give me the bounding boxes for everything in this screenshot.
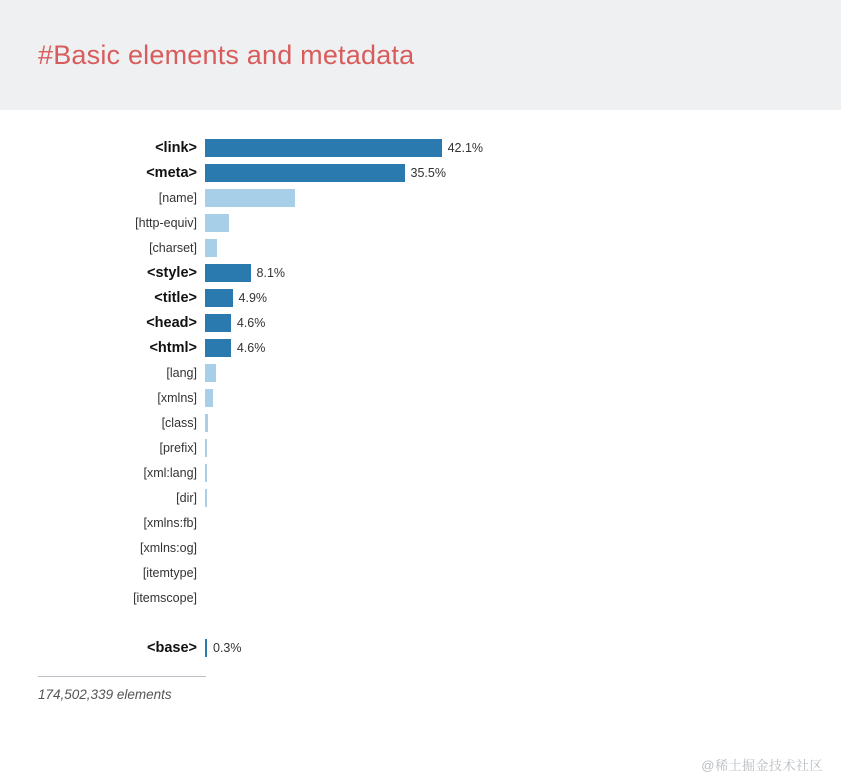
chart-rows [0,136,841,660]
chart-bar-wrap [205,489,841,507]
chart-row-label: [lang] [166,366,197,380]
chart-row [0,311,841,335]
page-title: #Basic elements and metadata [38,39,415,70]
chart-row-label: [charset] [149,241,197,255]
chart-row-label: <meta> [146,165,197,181]
chart-bar-wrap [205,639,841,657]
chart-row-label: <link> [155,140,197,156]
chart-bar-wrap [205,164,841,182]
chart-footer [38,676,206,702]
chart-row [0,636,841,660]
chart-row [0,211,841,235]
chart-bar-wrap [205,364,841,382]
chart-row-label: [xmlns:og] [140,541,197,555]
chart-bar-wrap [205,314,841,332]
chart-row-label: <base> [147,640,197,656]
chart-row [0,486,841,510]
chart-row [0,136,841,160]
chart-bar-value: 35.5% [410,166,446,180]
chart-bar-value: 8.1% [256,266,286,280]
chart-bar [205,289,233,307]
chart-row [0,236,841,260]
chart-bar-wrap [205,414,841,432]
chart-bar [205,464,207,482]
header-band [0,0,841,110]
total-elements-label: 174,502,339 elements [38,687,172,702]
chart-row [0,261,841,285]
chart-bar-wrap [205,389,841,407]
chart-bar-wrap [205,564,841,582]
chart-bar [205,414,208,432]
chart-bar [205,239,217,257]
chart-row-label: [class] [161,416,197,430]
chart-row [0,536,841,560]
chart-row-label: <head> [146,315,197,331]
chart-row [0,336,841,360]
chart-row-label: <style> [147,265,197,281]
chart-bar-value: 42.1% [447,141,484,155]
chart-bar-wrap [205,214,841,232]
chart-bar-wrap [205,339,841,357]
watermark: @稀土掘金技术社区 [701,758,823,773]
chart-row-label: [http-equiv] [135,216,197,230]
chart-row [0,411,841,435]
chart-row-label: [dir] [176,491,197,505]
chart-row-label: <title> [154,290,197,306]
chart-row [0,436,841,460]
chart-bar [205,164,405,182]
chart-row-label: [prefix] [159,441,197,455]
chart-bar-value: 4.9% [238,291,268,305]
chart-bar [205,439,207,457]
chart-bar [205,214,229,232]
chart-row [0,161,841,185]
row-spacer [0,611,841,636]
chart-bar-wrap [205,189,841,207]
chart-row [0,561,841,585]
chart-bar-wrap [205,239,841,257]
chart-bar-wrap [205,264,841,282]
chart-bar-wrap [205,539,841,557]
chart-bar [205,639,207,657]
chart-bar-wrap [205,589,841,607]
chart-bar [205,314,231,332]
chart-row-label: [itemtype] [142,566,197,580]
chart-bar-wrap [205,464,841,482]
chart-bar [205,339,231,357]
chart-bar [205,139,442,157]
chart-row [0,186,841,210]
chart-bar-value: 4.6% [236,341,266,355]
chart-bar-wrap [205,514,841,532]
chart-row [0,361,841,385]
chart-row-label: [xmlns:fb] [143,516,197,530]
chart-bar-wrap [205,139,841,157]
chart-row-label: [name] [158,191,197,205]
bar-chart [0,110,841,660]
chart-bar-value: 0.3% [213,641,242,655]
chart-row [0,386,841,410]
chart-bar [205,389,213,407]
chart-bar-wrap [205,289,841,307]
chart-bar [205,489,207,507]
chart-bar-value: 4.6% [236,316,266,330]
chart-row-label: [xml:lang] [143,466,197,480]
chart-row [0,286,841,310]
chart-bar [205,264,251,282]
chart-bar-wrap [205,439,841,457]
chart-row-label: [itemscope] [133,591,197,605]
chart-row [0,586,841,610]
chart-row-label: [xmlns] [157,391,197,405]
chart-row [0,461,841,485]
chart-row [0,511,841,535]
chart-row-label: <html> [149,340,197,356]
chart-bar [205,189,295,207]
chart-bar [205,364,216,382]
